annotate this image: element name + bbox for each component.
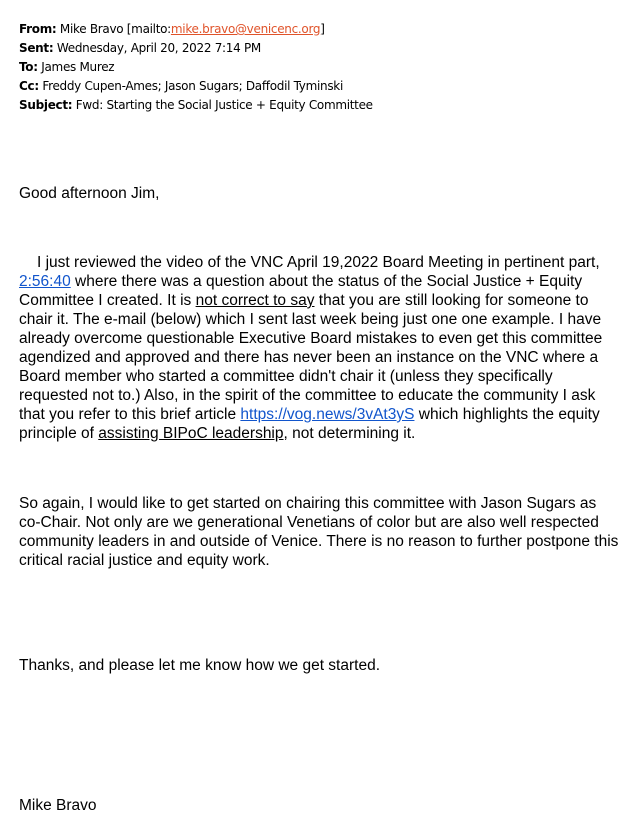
greeting-text: Good afternoon Jim, xyxy=(19,185,160,202)
signature-text: Mike Bravo xyxy=(19,797,97,814)
video-timestamp-link[interactable]: 2:56:40 xyxy=(19,273,71,290)
from-label: From: xyxy=(19,22,57,36)
thanks-text: Thanks, and please let me know how we get started. xyxy=(19,657,381,674)
to-value: James Murez xyxy=(41,60,115,74)
subject-value: Fwd: Starting the Social Justice + Equity Committee xyxy=(75,98,373,112)
from-close: ] xyxy=(320,22,325,36)
from-row xyxy=(19,20,373,39)
signature xyxy=(19,796,629,815)
from-email-link[interactable]: mike.bravo@venicenc.org xyxy=(170,22,321,36)
closing xyxy=(19,656,629,675)
p1-text-1: I just reviewed the video of the VNC April 19,2022 Board Meeting in pertinent part, xyxy=(37,254,600,271)
cc-row xyxy=(19,77,373,96)
from-name: Mike Bravo [mailto: xyxy=(59,22,171,36)
subject-row xyxy=(19,96,373,115)
to-row xyxy=(19,58,373,77)
p1-text-2: where there was a question about the status of the Social Justice + Equity Committee I created. It is xyxy=(19,273,583,309)
email-header xyxy=(19,20,373,115)
greeting xyxy=(19,184,629,203)
paragraph-1 xyxy=(19,253,619,443)
to-label: To: xyxy=(19,60,38,74)
p1-text-5: , not determining it. xyxy=(283,425,416,442)
cc-value: Freddy Cupen-Ames; Jason Sugars; Daffodil Tyminski xyxy=(42,79,343,93)
subject-label: Subject: xyxy=(19,98,73,112)
p2-text: So again, I would like to get started on chairing this committee with Jason Sugars as co-Chair. Not only are we generational Venetians of color but are also well respected community leaders in and outside of Venice. There is no reason to further postpone this critical racial justice and equity work. xyxy=(19,495,619,569)
sent-label: Sent: xyxy=(19,41,54,55)
p1-underline-1: not correct to say xyxy=(195,292,315,309)
paragraph-2 xyxy=(19,494,619,570)
p1-underline-2: assisting BIPoC leadership xyxy=(98,425,284,442)
p1-text-3: that you are still looking for someone to chair it. The e-mail (below) which I sent last week being just one one example. I have already overcome questionable Executive Board mistakes to even get this committee agendized and approved and there has never been an instance on the VNC where a Board member who started a committee didn't chair it (unless they specifically requested not to.) Also, in the spirit of the committee to educate the community I ask that you refer to this brief article xyxy=(19,292,603,423)
sent-row xyxy=(19,39,373,58)
article-link[interactable]: https://vog.news/3vAt3yS xyxy=(240,406,415,423)
p1-text-4: which highlights the equity principle of xyxy=(19,406,600,442)
cc-label: Cc: xyxy=(19,79,39,93)
sent-value: Wednesday, April 20, 2022 7:14 PM xyxy=(56,41,261,55)
